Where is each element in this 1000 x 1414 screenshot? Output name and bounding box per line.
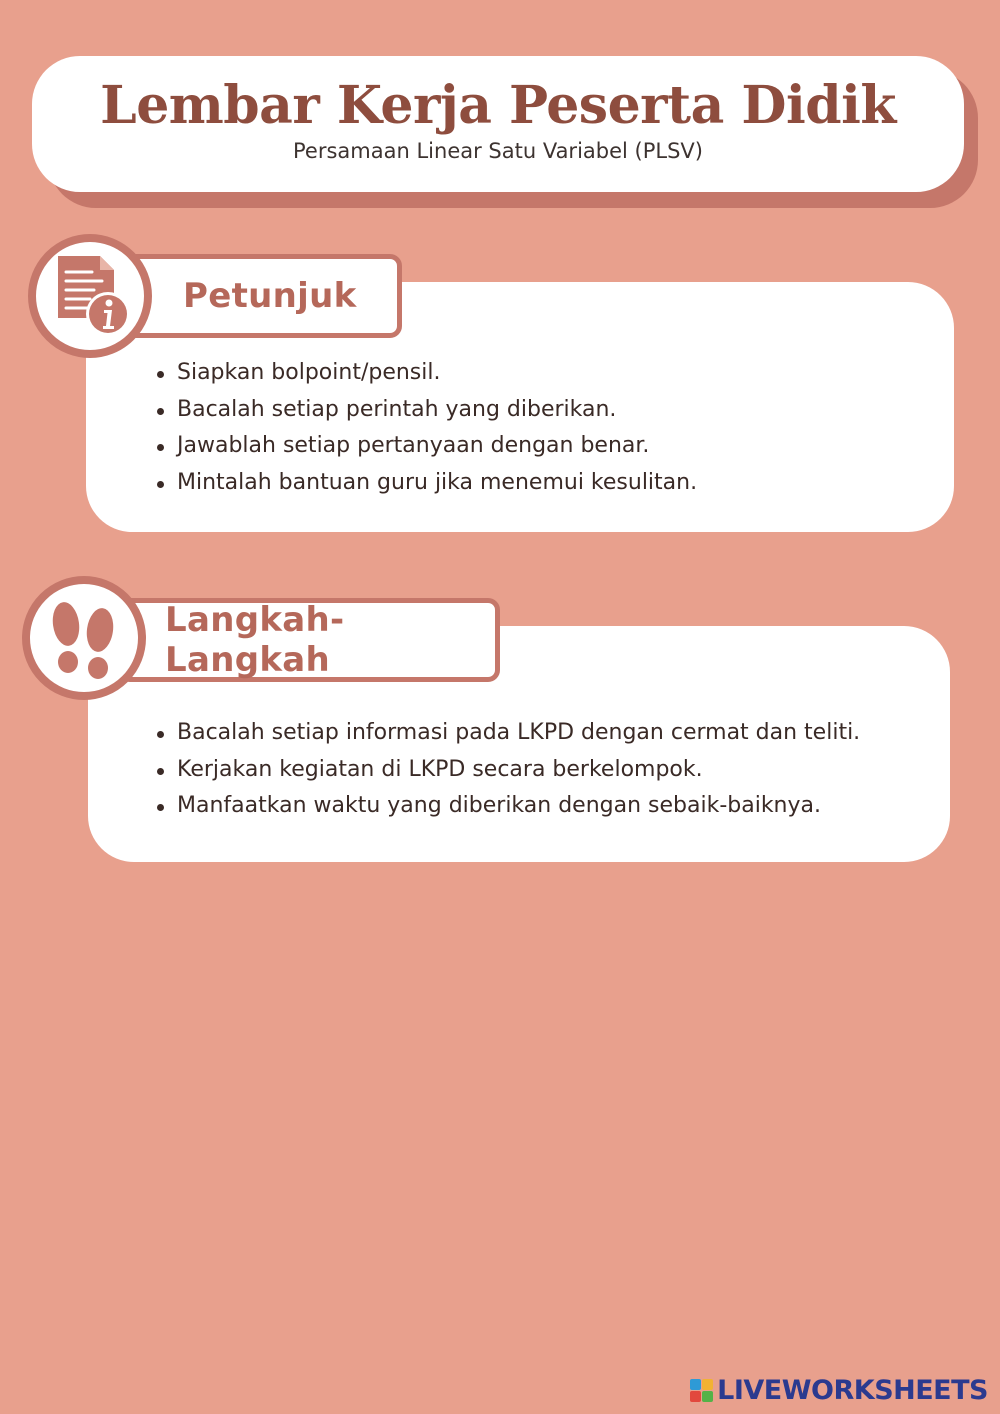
header-card — [32, 56, 964, 192]
petunjuk-list — [153, 355, 697, 501]
list-item: Mintalah bantuan guru jika menemui kesulitan. — [153, 465, 697, 502]
footprints-icon — [22, 576, 146, 700]
list-item: Siapkan bolpoint/pensil. — [153, 355, 697, 392]
petunjuk-heading: Petunjuk — [183, 276, 357, 316]
petunjuk-tab — [110, 254, 402, 338]
list-item: Bacalah setiap perintah yang diberikan. — [153, 392, 697, 429]
page-subtitle: Persamaan Linear Satu Variabel (PLSV) — [293, 139, 703, 164]
page-title: Lembar Kerja Peserta Didik — [100, 74, 896, 136]
langkah-list — [153, 715, 860, 825]
list-item: Kerjakan kegiatan di LKPD secara berkelompok. — [153, 752, 860, 789]
list-item: Manfaatkan waktu yang diberikan dengan sebaik-baiknya. — [153, 788, 860, 825]
langkah-heading: Langkah-Langkah — [165, 600, 345, 680]
list-item: Jawablah setiap pertanyaan dengan benar. — [153, 428, 697, 465]
brand-name: LIVEWORKSHEETS — [717, 1375, 988, 1406]
langkah-tab — [118, 598, 500, 682]
liveworksheets-logo[interactable] — [690, 1375, 988, 1406]
list-item: Bacalah setiap informasi pada LKPD dengan cermat dan teliti. — [153, 715, 860, 752]
liveworksheets-mark-icon — [690, 1379, 713, 1402]
document-info-icon — [28, 234, 152, 358]
